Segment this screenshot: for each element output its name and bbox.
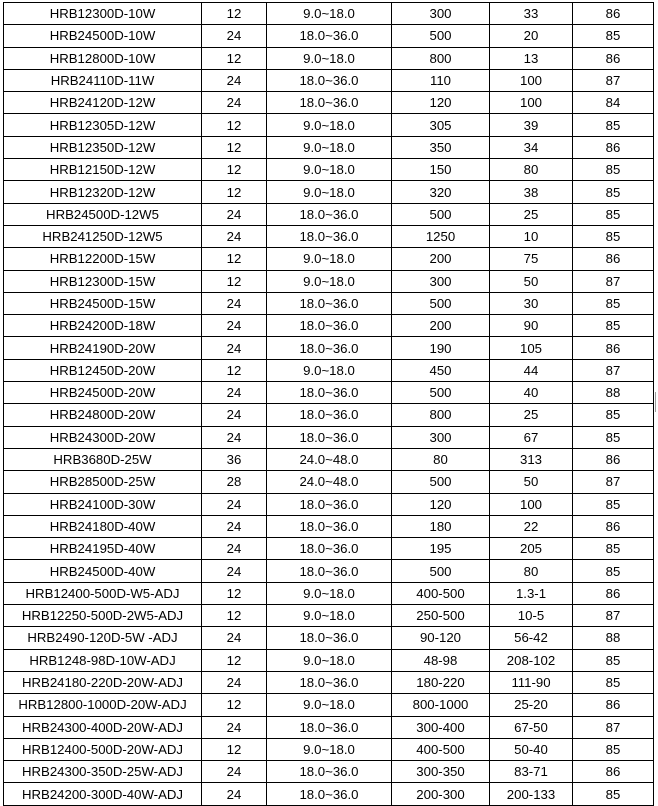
nominal-voltage-cell: 24 (202, 761, 267, 783)
efficiency-cell: 85 (573, 25, 654, 47)
output-voltage-cell: 67 (490, 426, 573, 448)
efficiency-cell: 85 (573, 649, 654, 671)
output-voltage-cell: 30 (490, 292, 573, 314)
output-voltage-cell: 75 (490, 248, 573, 270)
table-row (4, 738, 654, 760)
input-range-cell: 18.0~36.0 (267, 315, 392, 337)
input-range-cell: 18.0~36.0 (267, 716, 392, 738)
efficiency-cell: 85 (573, 493, 654, 515)
table-row (4, 47, 654, 69)
output-current-cell: 80 (392, 448, 490, 470)
input-range-cell: 9.0~18.0 (267, 582, 392, 604)
efficiency-cell: 87 (573, 270, 654, 292)
output-current-cell: 500 (392, 203, 490, 225)
efficiency-cell: 87 (573, 471, 654, 493)
input-range-cell: 9.0~18.0 (267, 605, 392, 627)
output-voltage-cell: 200-133 (490, 783, 573, 805)
nominal-voltage-cell: 24 (202, 671, 267, 693)
efficiency-cell: 85 (573, 738, 654, 760)
input-range-cell: 18.0~36.0 (267, 25, 392, 47)
input-range-cell: 9.0~18.0 (267, 270, 392, 292)
nominal-voltage-cell: 24 (202, 292, 267, 314)
output-current-cell: 500 (392, 560, 490, 582)
efficiency-cell: 85 (573, 159, 654, 181)
output-current-cell: 250-500 (392, 605, 490, 627)
output-voltage-cell: 1.3-1 (490, 582, 573, 604)
nominal-voltage-cell: 24 (202, 783, 267, 805)
model-cell: HRB24500D-40W (4, 560, 202, 582)
model-cell: HRB12320D-12W (4, 181, 202, 203)
output-current-cell: 350 (392, 136, 490, 158)
table-row (4, 582, 654, 604)
output-voltage-cell: 39 (490, 114, 573, 136)
nominal-voltage-cell: 24 (202, 203, 267, 225)
output-current-cell: 190 (392, 337, 490, 359)
efficiency-cell: 86 (573, 582, 654, 604)
table-row (4, 270, 654, 292)
nominal-voltage-cell: 12 (202, 649, 267, 671)
output-voltage-cell: 80 (490, 159, 573, 181)
table-row (4, 493, 654, 515)
model-cell: HRB24110D-11W (4, 69, 202, 91)
output-voltage-cell: 10 (490, 225, 573, 247)
efficiency-cell: 86 (573, 761, 654, 783)
efficiency-cell: 86 (573, 47, 654, 69)
model-cell: HRB28500D-25W (4, 471, 202, 493)
output-current-cell: 120 (392, 92, 490, 114)
model-cell: HRB12250-500D-2W5-ADJ (4, 605, 202, 627)
table-row (4, 136, 654, 158)
nominal-voltage-cell: 24 (202, 315, 267, 337)
product-spec-table (3, 2, 654, 806)
table-row (4, 225, 654, 247)
model-cell: HRB24200D-18W (4, 315, 202, 337)
nominal-voltage-cell: 36 (202, 448, 267, 470)
nominal-voltage-cell: 24 (202, 69, 267, 91)
output-current-cell: 500 (392, 382, 490, 404)
input-range-cell: 24.0~48.0 (267, 448, 392, 470)
efficiency-cell: 86 (573, 448, 654, 470)
table-row (4, 159, 654, 181)
table-row (4, 694, 654, 716)
efficiency-cell: 85 (573, 181, 654, 203)
model-cell: HRB12300D-15W (4, 270, 202, 292)
input-range-cell: 9.0~18.0 (267, 649, 392, 671)
efficiency-cell: 86 (573, 337, 654, 359)
nominal-voltage-cell: 24 (202, 382, 267, 404)
output-current-cell: 400-500 (392, 582, 490, 604)
table-row (4, 181, 654, 203)
input-range-cell: 18.0~36.0 (267, 203, 392, 225)
output-voltage-cell: 22 (490, 515, 573, 537)
efficiency-cell: 85 (573, 292, 654, 314)
nominal-voltage-cell: 24 (202, 515, 267, 537)
output-voltage-cell: 313 (490, 448, 573, 470)
nominal-voltage-cell: 12 (202, 159, 267, 181)
efficiency-cell: 85 (573, 783, 654, 805)
table-row (4, 25, 654, 47)
input-range-cell: 9.0~18.0 (267, 47, 392, 69)
spec-table-body (4, 3, 654, 806)
model-cell: HRB24100D-30W (4, 493, 202, 515)
output-voltage-cell: 50 (490, 471, 573, 493)
nominal-voltage-cell: 24 (202, 716, 267, 738)
output-voltage-cell: 100 (490, 92, 573, 114)
efficiency-cell: 86 (573, 515, 654, 537)
efficiency-cell: 86 (573, 136, 654, 158)
output-voltage-cell: 38 (490, 181, 573, 203)
table-row (4, 783, 654, 805)
nominal-voltage-cell: 24 (202, 404, 267, 426)
output-current-cell: 800-1000 (392, 694, 490, 716)
efficiency-cell: 88 (573, 627, 654, 649)
output-current-cell: 320 (392, 181, 490, 203)
output-voltage-cell: 208-102 (490, 649, 573, 671)
model-cell: HRB24180D-40W (4, 515, 202, 537)
model-cell: HRB12800D-10W (4, 47, 202, 69)
nominal-voltage-cell: 12 (202, 582, 267, 604)
output-current-cell: 300-350 (392, 761, 490, 783)
output-voltage-cell: 67-50 (490, 716, 573, 738)
table-row (4, 404, 654, 426)
output-voltage-cell: 34 (490, 136, 573, 158)
input-range-cell: 18.0~36.0 (267, 337, 392, 359)
output-current-cell: 800 (392, 47, 490, 69)
edge-scroll-mark (655, 392, 656, 412)
output-current-cell: 180 (392, 515, 490, 537)
table-row (4, 671, 654, 693)
table-row (4, 605, 654, 627)
model-cell: HRB24200-300D-40W-ADJ (4, 783, 202, 805)
output-voltage-cell: 50 (490, 270, 573, 292)
output-current-cell: 150 (392, 159, 490, 181)
nominal-voltage-cell: 12 (202, 47, 267, 69)
model-cell: HRB12350D-12W (4, 136, 202, 158)
input-range-cell: 18.0~36.0 (267, 761, 392, 783)
nominal-voltage-cell: 12 (202, 694, 267, 716)
nominal-voltage-cell: 12 (202, 359, 267, 381)
input-range-cell: 18.0~36.0 (267, 627, 392, 649)
output-voltage-cell: 83-71 (490, 761, 573, 783)
input-range-cell: 18.0~36.0 (267, 292, 392, 314)
nominal-voltage-cell: 24 (202, 25, 267, 47)
nominal-voltage-cell: 24 (202, 337, 267, 359)
model-cell: HRB24300D-20W (4, 426, 202, 448)
model-cell: HRB241250D-12W5 (4, 225, 202, 247)
output-current-cell: 110 (392, 69, 490, 91)
input-range-cell: 9.0~18.0 (267, 114, 392, 136)
input-range-cell: 18.0~36.0 (267, 404, 392, 426)
nominal-voltage-cell: 12 (202, 738, 267, 760)
output-voltage-cell: 90 (490, 315, 573, 337)
nominal-voltage-cell: 12 (202, 136, 267, 158)
output-voltage-cell: 44 (490, 359, 573, 381)
input-range-cell: 9.0~18.0 (267, 359, 392, 381)
output-current-cell: 400-500 (392, 738, 490, 760)
model-cell: HRB24120D-12W (4, 92, 202, 114)
table-row (4, 538, 654, 560)
output-voltage-cell: 105 (490, 337, 573, 359)
table-row (4, 203, 654, 225)
efficiency-cell: 87 (573, 359, 654, 381)
nominal-voltage-cell: 24 (202, 560, 267, 582)
output-current-cell: 305 (392, 114, 490, 136)
model-cell: HRB12400-500D-W5-ADJ (4, 582, 202, 604)
output-voltage-cell: 25 (490, 404, 573, 426)
table-row (4, 92, 654, 114)
output-voltage-cell: 20 (490, 25, 573, 47)
nominal-voltage-cell: 24 (202, 538, 267, 560)
model-cell: HRB12150D-12W (4, 159, 202, 181)
model-cell: HRB24190D-20W (4, 337, 202, 359)
table-row (4, 315, 654, 337)
efficiency-cell: 85 (573, 404, 654, 426)
efficiency-cell: 85 (573, 203, 654, 225)
nominal-voltage-cell: 24 (202, 493, 267, 515)
output-voltage-cell: 80 (490, 560, 573, 582)
efficiency-cell: 88 (573, 382, 654, 404)
model-cell: HRB12300D-10W (4, 3, 202, 25)
table-row (4, 426, 654, 448)
efficiency-cell: 85 (573, 114, 654, 136)
input-range-cell: 24.0~48.0 (267, 471, 392, 493)
model-cell: HRB24500D-10W (4, 25, 202, 47)
nominal-voltage-cell: 12 (202, 270, 267, 292)
output-current-cell: 200-300 (392, 783, 490, 805)
table-row (4, 382, 654, 404)
nominal-voltage-cell: 24 (202, 92, 267, 114)
table-row (4, 627, 654, 649)
model-cell: HRB24195D-40W (4, 538, 202, 560)
table-row (4, 248, 654, 270)
output-current-cell: 195 (392, 538, 490, 560)
table-row (4, 515, 654, 537)
input-range-cell: 18.0~36.0 (267, 560, 392, 582)
nominal-voltage-cell: 24 (202, 627, 267, 649)
output-current-cell: 300 (392, 426, 490, 448)
table-row (4, 560, 654, 582)
output-current-cell: 180-220 (392, 671, 490, 693)
table-row (4, 761, 654, 783)
nominal-voltage-cell: 12 (202, 3, 267, 25)
model-cell: HRB24300-350D-25W-ADJ (4, 761, 202, 783)
input-range-cell: 18.0~36.0 (267, 493, 392, 515)
output-current-cell: 300 (392, 270, 490, 292)
table-row (4, 114, 654, 136)
efficiency-cell: 85 (573, 560, 654, 582)
table-row (4, 448, 654, 470)
model-cell: HRB12800-1000D-20W-ADJ (4, 694, 202, 716)
output-current-cell: 300-400 (392, 716, 490, 738)
input-range-cell: 9.0~18.0 (267, 248, 392, 270)
table-row (4, 716, 654, 738)
input-range-cell: 18.0~36.0 (267, 426, 392, 448)
table-row (4, 3, 654, 25)
input-range-cell: 18.0~36.0 (267, 225, 392, 247)
input-range-cell: 18.0~36.0 (267, 538, 392, 560)
model-cell: HRB12450D-20W (4, 359, 202, 381)
efficiency-cell: 86 (573, 694, 654, 716)
nominal-voltage-cell: 12 (202, 248, 267, 270)
input-range-cell: 9.0~18.0 (267, 738, 392, 760)
table-row (4, 649, 654, 671)
output-voltage-cell: 100 (490, 493, 573, 515)
model-cell: HRB1248-98D-10W-ADJ (4, 649, 202, 671)
input-range-cell: 18.0~36.0 (267, 783, 392, 805)
efficiency-cell: 86 (573, 3, 654, 25)
input-range-cell: 9.0~18.0 (267, 159, 392, 181)
table-row (4, 337, 654, 359)
output-current-cell: 500 (392, 471, 490, 493)
output-current-cell: 500 (392, 25, 490, 47)
output-current-cell: 120 (392, 493, 490, 515)
efficiency-cell: 85 (573, 225, 654, 247)
nominal-voltage-cell: 12 (202, 114, 267, 136)
nominal-voltage-cell: 12 (202, 605, 267, 627)
output-current-cell: 90-120 (392, 627, 490, 649)
output-current-cell: 200 (392, 248, 490, 270)
model-cell: HRB24500D-15W (4, 292, 202, 314)
output-voltage-cell: 13 (490, 47, 573, 69)
model-cell: HRB2490-120D-5W -ADJ (4, 627, 202, 649)
efficiency-cell: 85 (573, 426, 654, 448)
input-range-cell: 18.0~36.0 (267, 515, 392, 537)
model-cell: HRB3680D-25W (4, 448, 202, 470)
model-cell: HRB24300-400D-20W-ADJ (4, 716, 202, 738)
output-current-cell: 450 (392, 359, 490, 381)
efficiency-cell: 85 (573, 538, 654, 560)
output-current-cell: 300 (392, 3, 490, 25)
efficiency-cell: 85 (573, 671, 654, 693)
input-range-cell: 9.0~18.0 (267, 3, 392, 25)
nominal-voltage-cell: 24 (202, 225, 267, 247)
model-cell: HRB24500D-20W (4, 382, 202, 404)
output-current-cell: 48-98 (392, 649, 490, 671)
output-voltage-cell: 25-20 (490, 694, 573, 716)
efficiency-cell: 87 (573, 69, 654, 91)
output-current-cell: 800 (392, 404, 490, 426)
output-current-cell: 1250 (392, 225, 490, 247)
nominal-voltage-cell: 28 (202, 471, 267, 493)
table-row (4, 471, 654, 493)
input-range-cell: 18.0~36.0 (267, 69, 392, 91)
output-voltage-cell: 50-40 (490, 738, 573, 760)
efficiency-cell: 86 (573, 248, 654, 270)
model-cell: HRB24500D-12W5 (4, 203, 202, 225)
output-voltage-cell: 25 (490, 203, 573, 225)
output-voltage-cell: 10-5 (490, 605, 573, 627)
input-range-cell: 9.0~18.0 (267, 181, 392, 203)
output-voltage-cell: 56-42 (490, 627, 573, 649)
input-range-cell: 18.0~36.0 (267, 92, 392, 114)
table-row (4, 359, 654, 381)
nominal-voltage-cell: 24 (202, 426, 267, 448)
input-range-cell: 9.0~18.0 (267, 136, 392, 158)
efficiency-cell: 85 (573, 315, 654, 337)
output-current-cell: 500 (392, 292, 490, 314)
model-cell: HRB24180-220D-20W-ADJ (4, 671, 202, 693)
input-range-cell: 9.0~18.0 (267, 694, 392, 716)
table-row (4, 292, 654, 314)
nominal-voltage-cell: 12 (202, 181, 267, 203)
output-current-cell: 200 (392, 315, 490, 337)
output-voltage-cell: 205 (490, 538, 573, 560)
model-cell: HRB12200D-15W (4, 248, 202, 270)
output-voltage-cell: 111-90 (490, 671, 573, 693)
output-voltage-cell: 100 (490, 69, 573, 91)
efficiency-cell: 87 (573, 716, 654, 738)
output-voltage-cell: 33 (490, 3, 573, 25)
efficiency-cell: 87 (573, 605, 654, 627)
model-cell: HRB12400-500D-20W-ADJ (4, 738, 202, 760)
output-voltage-cell: 40 (490, 382, 573, 404)
model-cell: HRB24800D-20W (4, 404, 202, 426)
efficiency-cell: 84 (573, 92, 654, 114)
input-range-cell: 18.0~36.0 (267, 382, 392, 404)
table-row (4, 69, 654, 91)
input-range-cell: 18.0~36.0 (267, 671, 392, 693)
model-cell: HRB12305D-12W (4, 114, 202, 136)
